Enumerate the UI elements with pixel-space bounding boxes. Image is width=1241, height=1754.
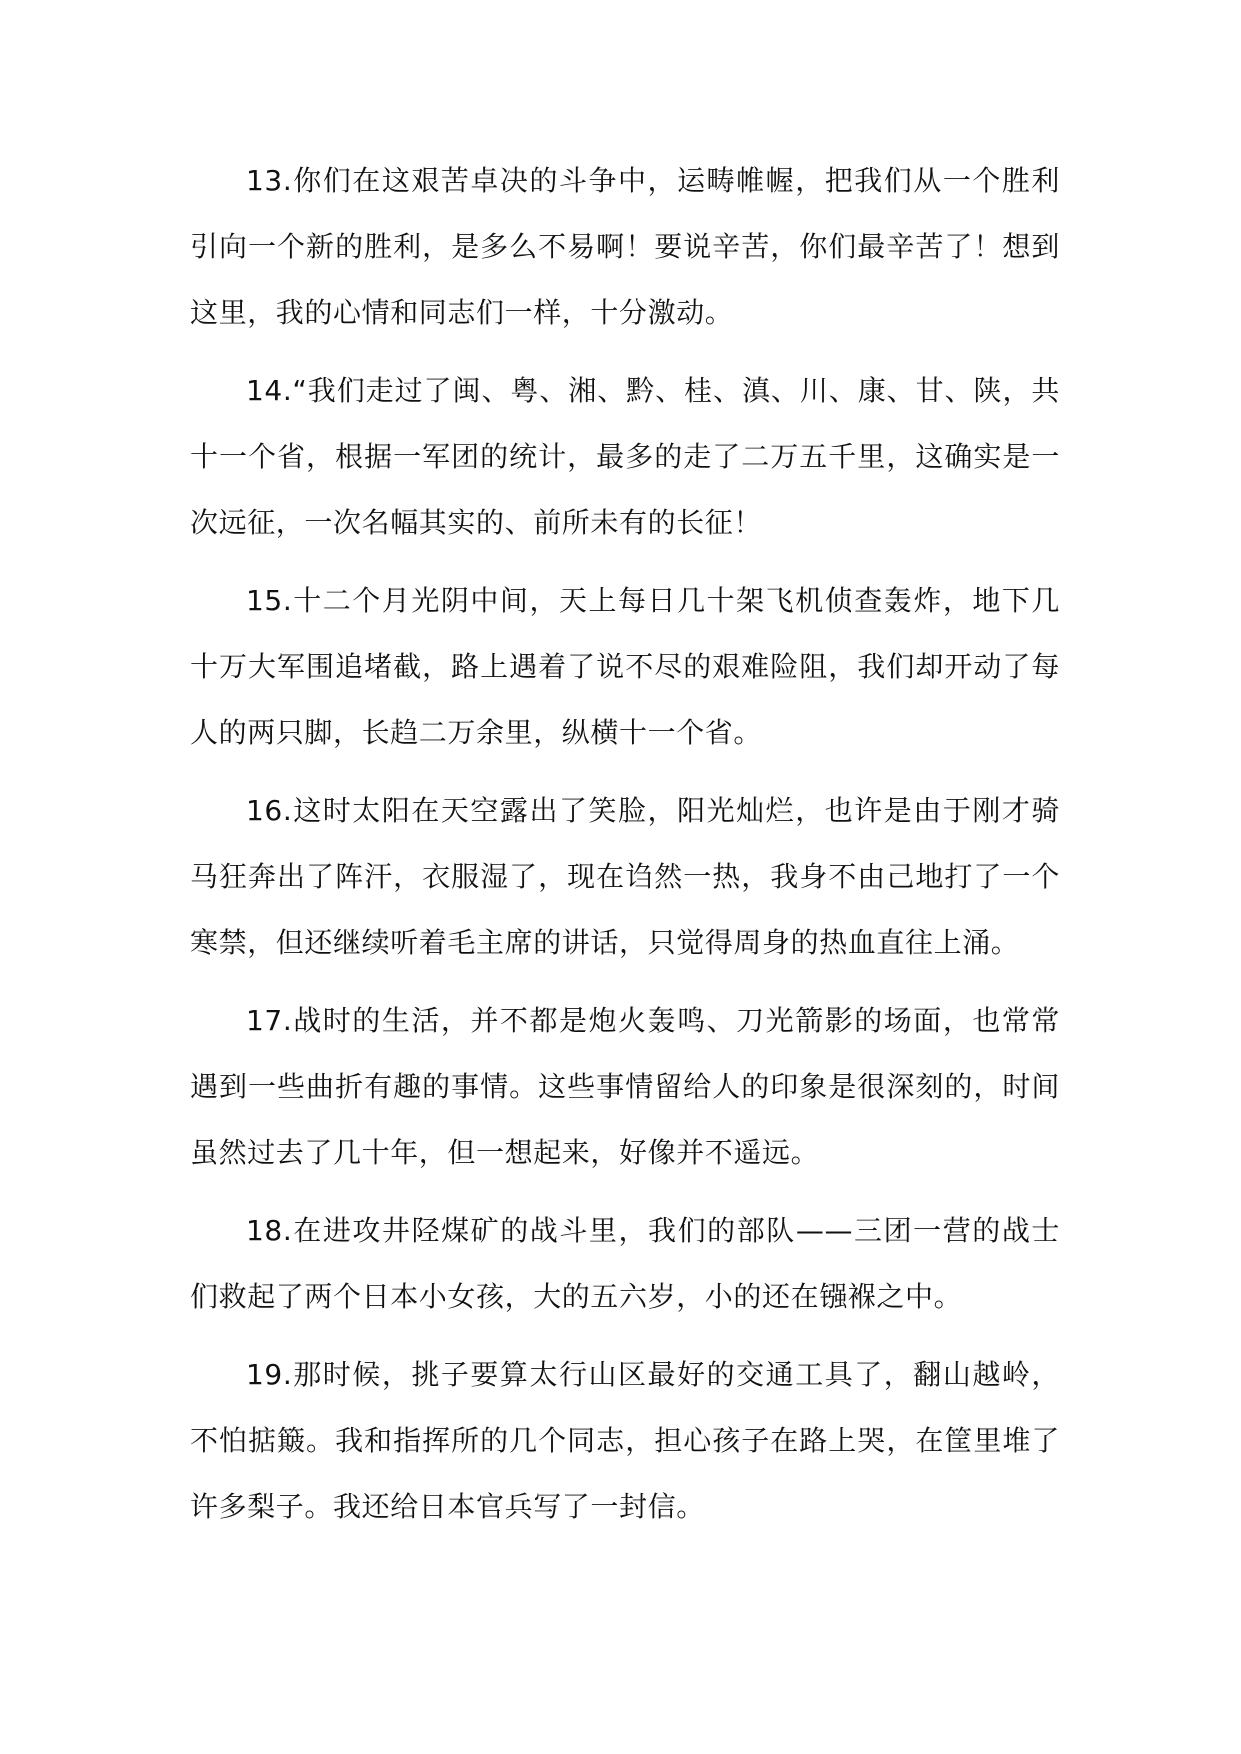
paragraph-13: 13.你们在这艰苦卓决的斗争中，运畴帷幄，把我们从一个胜利引向一个新的胜利，是多么不易啊！要说辛苦，你们最辛苦了！想到这里，我的心情和同志们一样，十分激动。 — [190, 164, 1060, 329]
paragraph-16: 16.这时太阳在天空露出了笑脸，阳光灿烂，也许是由于刚才骑马狂奔出了阵汗，衣服湿了，现在诌然一热，我身不由己地打了一个寒禁，但还继续听着毛主席的讲话，只觉得周身的热血直往上涌。 — [190, 794, 1060, 959]
document-body — [190, 148, 1060, 1552]
paragraph-18: 18.在进攻井陉煤矿的战斗里，我们的部队——三团一营的战士们救起了两个日本小女孩，大的五六岁，小的还在镪褓之中。 — [190, 1214, 1060, 1313]
paragraph-15: 15.十二个月光阴中间，天上每日几十架飞机侦查轰炸，地下几十万大军围追堵截，路上遇着了说不尽的艰难险阻，我们却开动了每人的两只脚，长趋二万余里，纵横十一个省。 — [190, 584, 1060, 749]
paragraph-17: 17.战时的生活，并不都是炮火轰鸣、刀光箭影的场面，也常常遇到一些曲折有趣的事情。这些事情留给人的印象是很深刻的，时间虽然过去了几十年，但一想起来，好像并不遥远。 — [190, 1004, 1060, 1169]
paragraph-14: 14.“我们走过了闽、粤、湘、黔、桂、滇、川、康、甘、陕，共十一个省，根据一军团的统计，最多的走了二万五千里，这确实是一次远征，一次名幅其实的、前所未有的长征！ — [190, 374, 1060, 539]
paragraph-19: 19.那时候，挑子要算太行山区最好的交通工具了，翻山越岭，不怕掂簸。我和指挥所的几个同志，担心孩子在路上哭，在筐里堆了许多梨子。我还给日本官兵写了一封信。 — [190, 1358, 1060, 1523]
